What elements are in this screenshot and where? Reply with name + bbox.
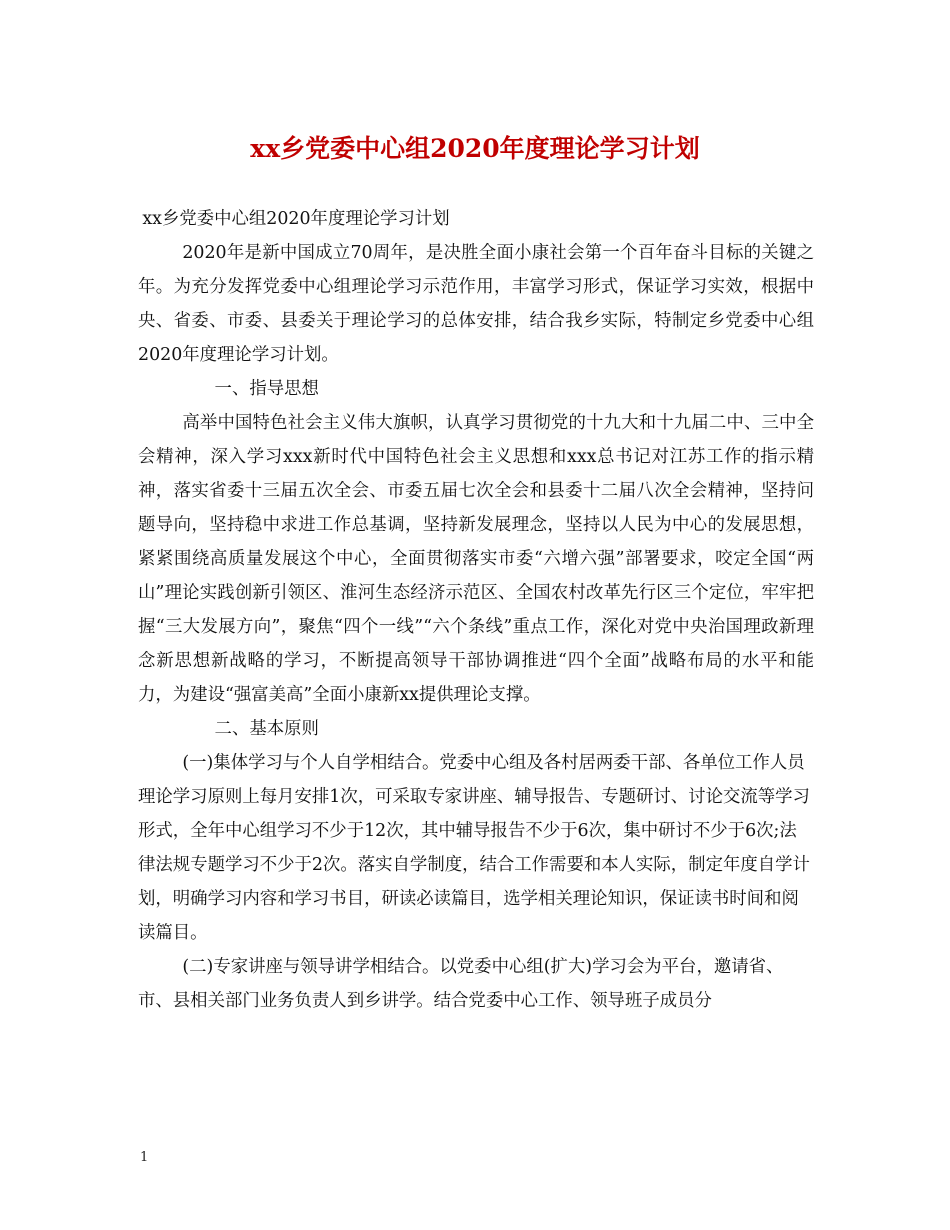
principle-two-paragraph: (二)专家讲座与领导讲学相结合。以党委中心组(扩大)学习会为平台，邀请省、市、县相关部门业务负责人到乡讲学。结合党委中心工作、领导班子成员分 bbox=[138, 957, 784, 1011]
page-number: 1 bbox=[140, 1150, 149, 1165]
guiding-thought-paragraph: 高举中国特色社会主义伟大旗帜，认真学习贯彻党的十九大和十九届二中、三中全会精神，深入学习xxx新时代中国特色社会主义思想和xxx总书记对江苏工作的指示精神，落实省委十三届五次全会、市委五届七次全会和县委十二届八次全会精神，坚持问题导向，坚持稳中求进工作总基调，坚持新发展理念，坚持以人民为中心的发展思想，紧紧围绕高质量发展这个中心，全面贯彻落实市委“六增六强”部署要求，咬定全国“两山”理论实践创新引领区、淮河生态经济示范区、全国农村改革先行区三个定位，牢牢把握“三大发展方向”，聚焦“四个一线”“六个条线”重点工作，深化对党中央治国理政新理念新思想新战略的学习，不断提高领导干部协调推进“四个全面”战略布局的水平和能力，为建设“强富美高”全面小康新xx提供理论支撑。 bbox=[138, 413, 814, 705]
section-heading-basic-principles: 二、基本原则 bbox=[214, 719, 319, 739]
intro-heading: xx乡党委中心组2020年度理论学习计划 bbox=[142, 209, 450, 229]
document-title: xx乡党委中心组2020年度理论学习计划 bbox=[250, 134, 700, 163]
section-heading-guiding-thought: 一、指导思想 bbox=[214, 379, 319, 399]
document-body bbox=[138, 202, 814, 1018]
principle-one-paragraph: (一)集体学习与个人自学相结合。党委中心组及各村居两委干部、各单位工作人员理论学习原则上每月安排1次，可采取专家讲座、辅导报告、专题研讨、讨论交流等学习形式，全年中心组学习不少于12次，其中辅导报告不少于6次，集中研讨不少于6次;法律法规专题学习不少于2次。落实自学制度，结合工作需要和本人实际，制定年度自学计划，明确学习内容和学习书目，研读必读篇目，选学相关理论知识，保证读书时间和阅读篇目。 bbox=[138, 753, 810, 943]
intro-paragraph: 2020年是新中国成立70周年，是决胜全面小康社会第一个百年奋斗目标的关键之年。为充分发挥党委中心组理论学习示范作用，丰富学习形式，保证学习实效，根据中央、省委、市委、县委关于理论学习的总体安排，结合我乡实际，特制定乡党委中心组2020年度理论学习计划。 bbox=[138, 243, 814, 365]
